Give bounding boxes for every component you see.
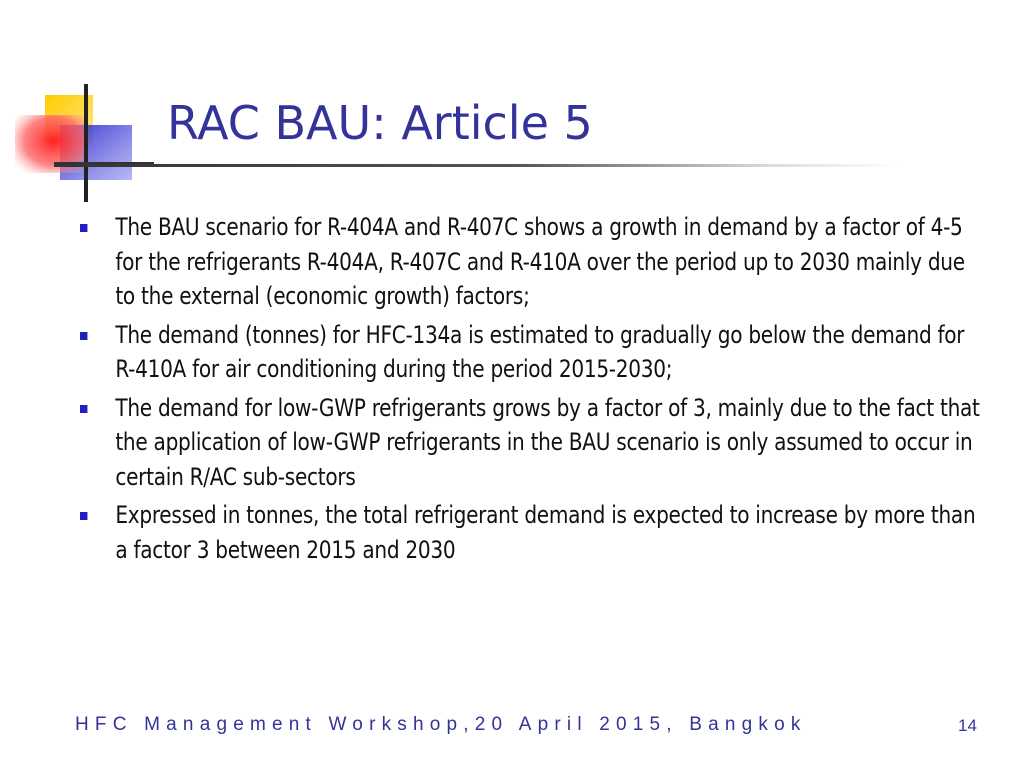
bullet-text: The demand (tonnes) for HFC-134a is estimated to gradually go below the demand for R-410A for air conditioning during the period 2015-2030; <box>115 320 965 383</box>
bullet-list <box>80 210 1000 571</box>
square-bullet-icon <box>80 224 87 232</box>
bullet-text: The demand for low-GWP refrigerants grows by a factor of 3, mainly due to the fact that the application of low-GWP refrigerants in the BAU scenario is only assumed to occur in certain R/AC sub-sectors <box>115 393 980 491</box>
bullet-text: The BAU scenario for R-404A and R-407C shows a growth in demand by a factor of 4-5 for the refrigerants R-404A, R-407C and R-410A over the period up to 2030 mainly due to the external (economic growth) factors; <box>115 213 965 310</box>
square-bullet-icon <box>80 512 87 520</box>
bullet-item <box>80 318 990 387</box>
bullet-item <box>80 391 990 495</box>
slide-footer: HFC Management Workshop,20 April 2015, Bangkok <box>75 714 807 735</box>
bullet-item <box>80 210 990 314</box>
square-bullet-icon <box>80 405 87 413</box>
slide-title: RAC BAU: Article 5 <box>167 96 593 150</box>
bullet-text: Expressed in tonnes, the total refrigerant demand is expected to increase by more than a factor 3 between 2015 and 2030 <box>115 501 976 564</box>
bullet-item <box>80 498 990 567</box>
decorative-squares-logo-icon <box>0 0 160 210</box>
title-divider <box>54 164 900 167</box>
slide-number: 14 <box>958 716 977 735</box>
square-bullet-icon <box>80 332 87 340</box>
